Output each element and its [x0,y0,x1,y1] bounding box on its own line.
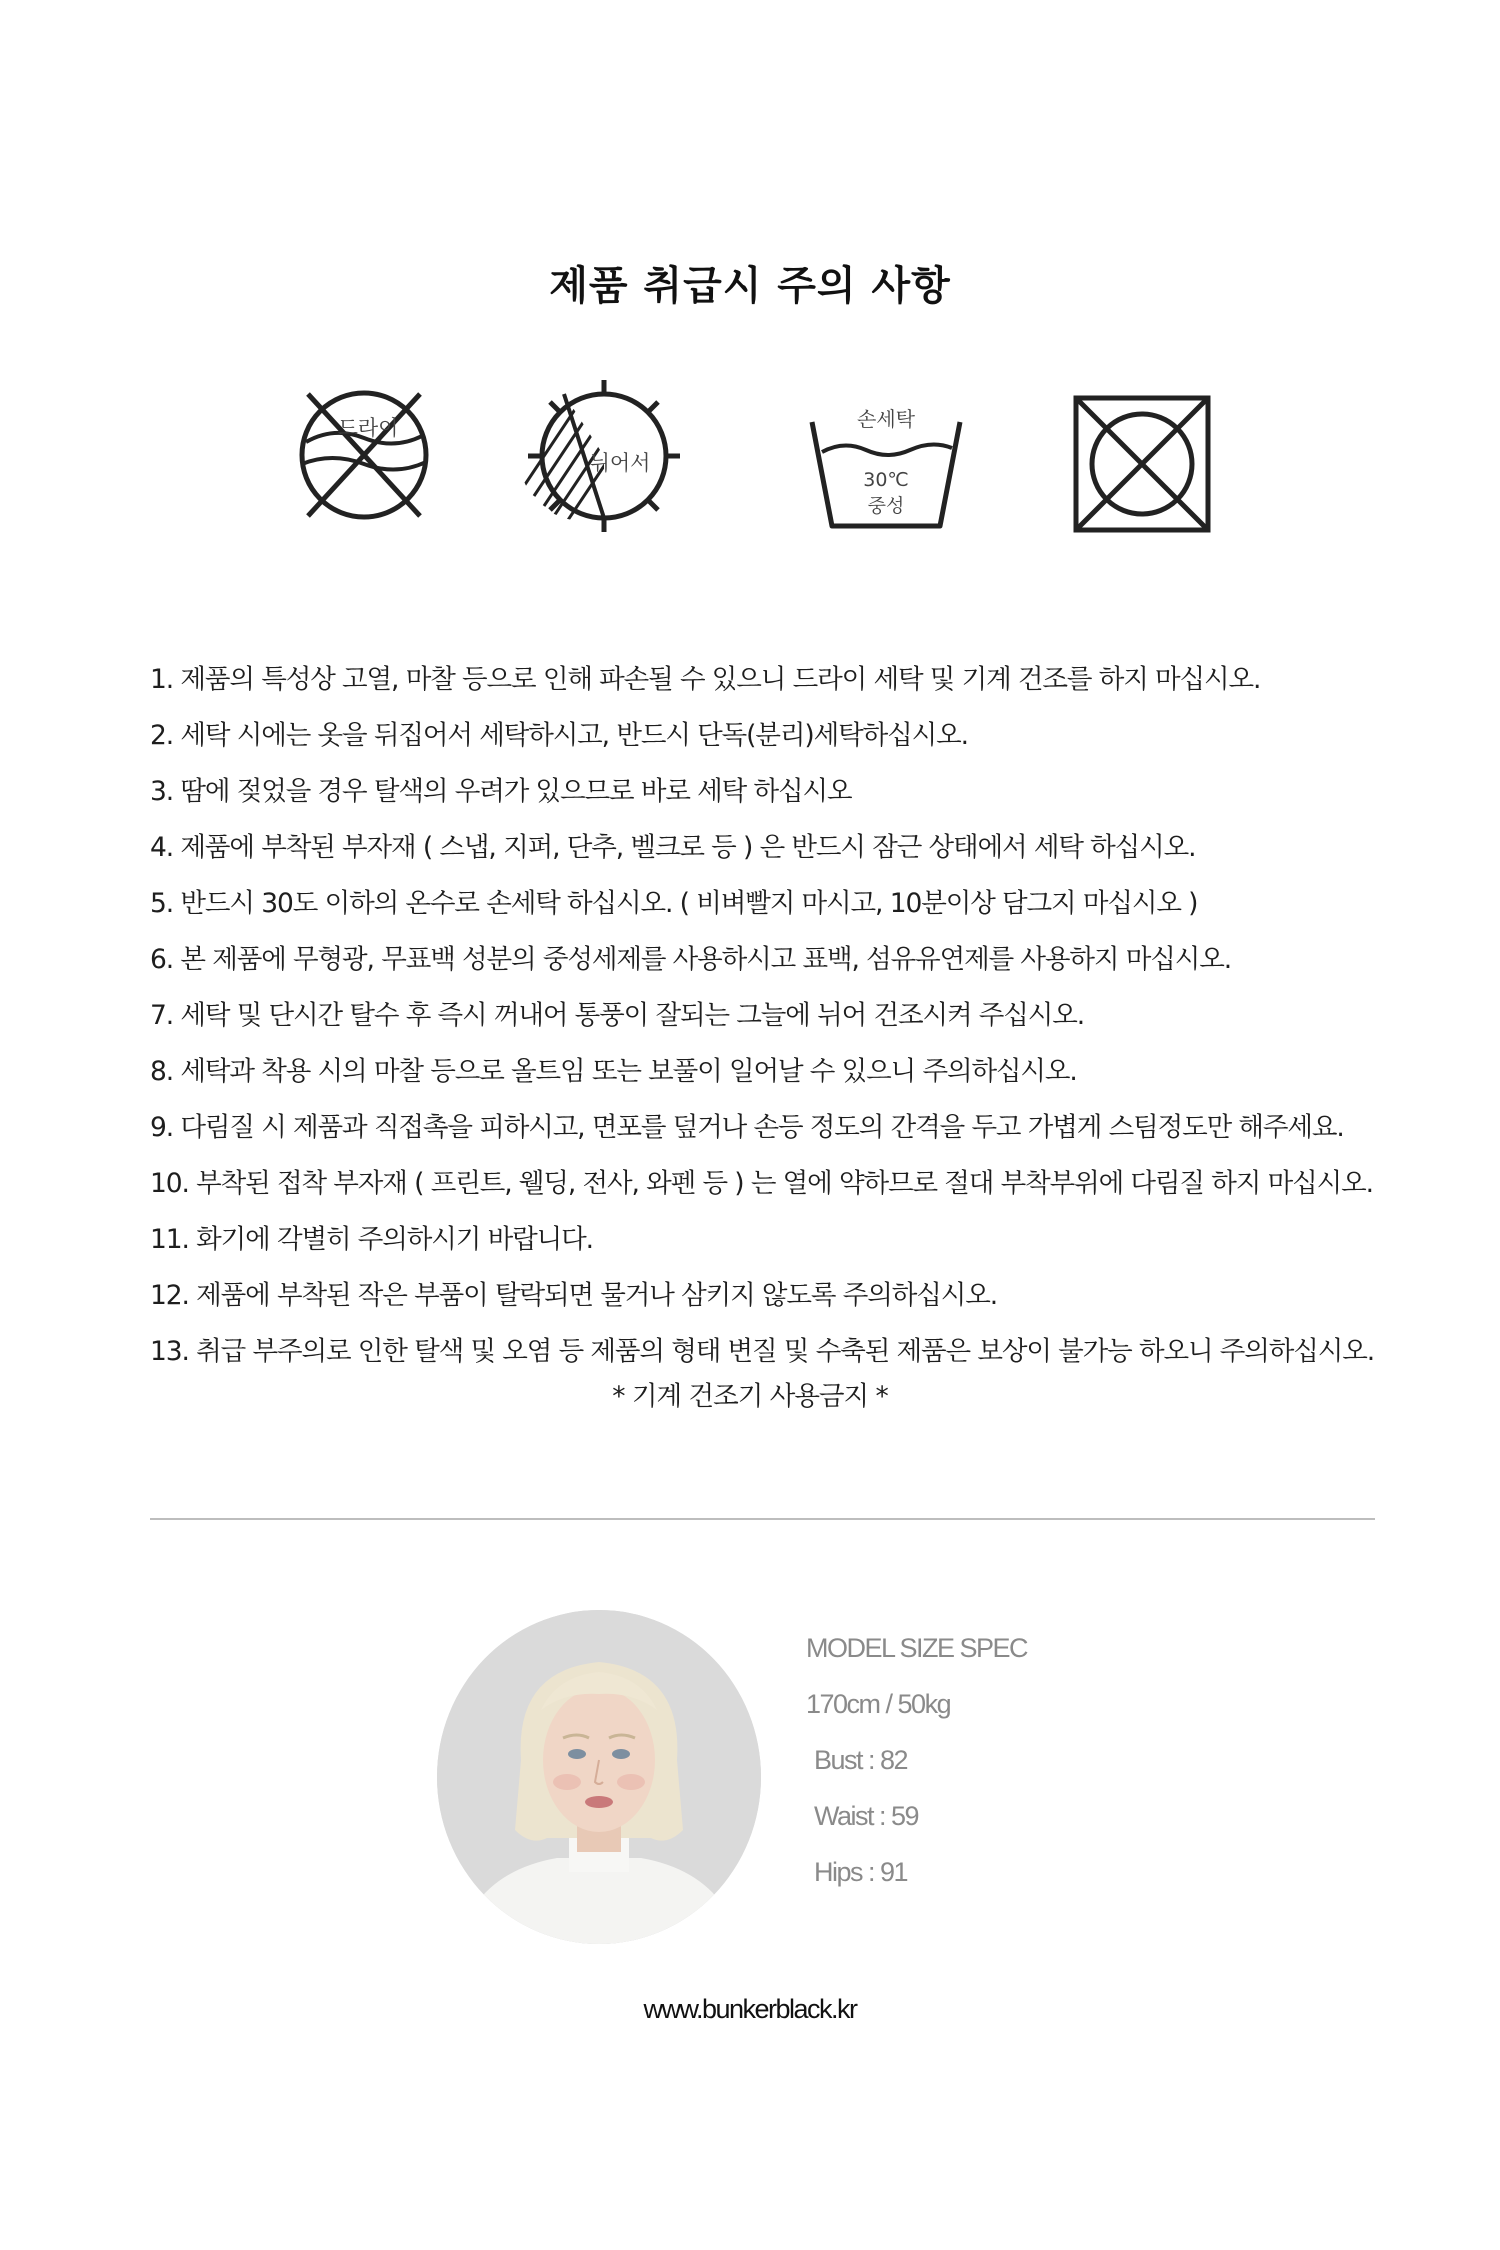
hand-wash-detergent: 중성 [867,495,905,517]
caution-item: 11. 화기에 각별히 주의하시기 바랍니다. [150,1224,593,1255]
hand-wash-icon [806,402,966,532]
caution-item: 12. 제품에 부착된 작은 부품이 탈락되면 물거나 삼키지 않도록 주의하십시오. [150,1280,998,1311]
website-url: www.bunkerblack.kr [643,1994,857,2024]
caution-item: 3. 땀에 젖었을 경우 탈색의 우려가 있으므로 바로 세탁 하십시오 [150,776,852,807]
model-size-spec [806,1628,1027,1908]
caution-item: 10. 부착된 접착 부자재 ( 프린트, 웰딩, 전사, 와펜 등 ) 는 열에 약하므로 절대 부착부위에 다림질 하지 마십시오. [150,1168,1373,1199]
caution-item: 2. 세탁 시에는 옷을 뒤집어서 세탁하시고, 반드시 단독(분리)세탁하십시오. [150,720,968,751]
caution-item: 13. 취급 부주의로 인한 탈색 및 오염 등 제품의 형태 변질 및 수축된 제품은 보상이 불가능 하오니 주의하십시오. [150,1336,1375,1367]
spec-height-weight: 170cm / 50kg [806,1689,951,1719]
shade-dry-icon [524,376,684,536]
spec-bust: Bust : 82 [814,1745,908,1775]
no-tumble-dry-icon [1072,394,1212,534]
care-symbols [0,380,1500,550]
caution-item: 5. 반드시 30도 이하의 온수로 손세탁 하십시오. ( 비벼빨지 마시고, 10분이상 담그지 마십시오 ) [150,888,1198,919]
hand-wash-label: 손세탁 [857,407,915,431]
no-dry-clean-icon [294,380,434,530]
dryer-warning: * 기계 건조기 사용금지 * [612,1381,888,1412]
caution-item: 6. 본 제품에 무형광, 무표백 성분의 중성세제를 사용하시고 표백, 섬유유연제를 사용하지 마십시오. [150,944,1232,975]
hand-wash-temp: 30℃ [863,469,909,491]
model-photo [437,1610,761,1944]
shade-dry-label: 뉘어서 [589,451,651,475]
spec-heading: MODEL SIZE SPEC [806,1633,1028,1663]
spec-waist: Waist : 59 [814,1801,919,1831]
caution-item: 4. 제품에 부착된 부자재 ( 스냅, 지퍼, 단추, 벨크로 등 ) 은 반드시 잠근 상태에서 세탁 하십시오. [150,832,1196,863]
section-divider [150,1518,1375,1520]
caution-item: 9. 다림질 시 제품과 직접촉을 피하시고, 면포를 덮거나 손등 정도의 간격을 두고 가볍게 스팀정도만 해주세요. [150,1112,1344,1143]
no-dry-clean-label: 드라이 [337,416,399,440]
caution-item: 7. 세탁 및 단시간 탈수 후 즉시 꺼내어 통풍이 잘되는 그늘에 뉘어 건조시켜 주십시오. [150,1000,1085,1031]
caution-item: 8. 세탁과 착용 시의 마찰 등으로 올트임 또는 보풀이 일어날 수 있으니 주의하십시오. [150,1056,1077,1087]
caution-item: 1. 제품의 특성상 고열, 마찰 등으로 인해 파손될 수 있으니 드라이 세탁 및 기계 건조를 하지 마십시오. [150,664,1261,695]
caution-list [150,652,1380,1380]
spec-hips: Hips : 91 [814,1857,908,1887]
page-title: 제품 취급시 주의 사항 [549,263,951,309]
